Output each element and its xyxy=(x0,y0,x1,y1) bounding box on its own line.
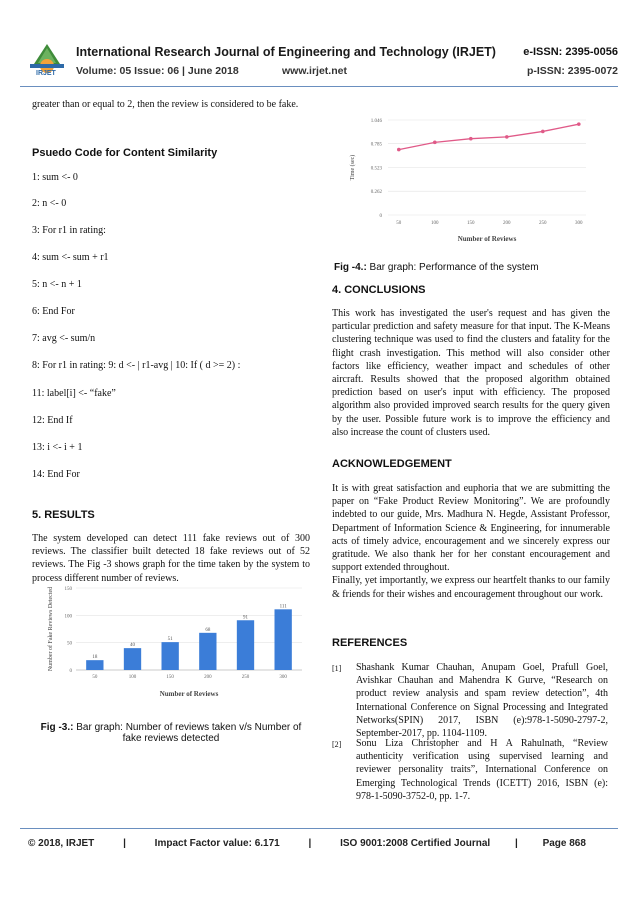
data-point xyxy=(505,135,509,139)
pseudo-line: 5: n <- n + 1 xyxy=(32,279,82,290)
data-point xyxy=(469,137,473,141)
x-tick-label: 150 xyxy=(166,675,174,680)
bar-data-label: 18 xyxy=(92,655,98,661)
x-tick-label: 250 xyxy=(539,221,547,226)
y-axis-label: Time (sec) xyxy=(350,154,356,181)
x-tick-label: 200 xyxy=(503,221,511,226)
footer-page: Page 868 xyxy=(542,838,586,849)
pseudo-line: 1: sum <- 0 xyxy=(32,172,78,183)
bar xyxy=(199,633,216,670)
conclusions-heading: 4. CONCLUSIONS xyxy=(332,284,426,296)
bar xyxy=(124,648,141,670)
pseudo-heading: Psuedo Code for Content Similarity xyxy=(32,147,218,159)
data-point xyxy=(397,148,401,152)
bar xyxy=(86,660,103,670)
x-tick-label: 50 xyxy=(92,675,98,680)
pseudo-line: 8: For r1 in rating: 9: d <- | r1-avg | 10: If ( d >= 2) : xyxy=(32,360,241,371)
bar xyxy=(237,620,254,670)
results-block xyxy=(32,532,310,585)
y-tick-label: 0 xyxy=(69,669,72,674)
fig4-caption xyxy=(332,262,612,273)
y-tick-label: 0.785 xyxy=(370,142,382,148)
y-tick-label: 50 xyxy=(67,641,72,647)
bar-data-label: 51 xyxy=(167,637,173,643)
header-divider xyxy=(20,86,618,87)
footer-copyright: © 2018, IRJET xyxy=(28,838,95,849)
fig4-caption-text: Bar graph: Performance of the system xyxy=(366,262,539,273)
fig3-caption-label: Fig -3.: xyxy=(40,722,74,733)
ref-2-text: Sonu Liza Christopher and H A Rahulnath, “Review authenticity verification using supervised learning and reviewer personality traits”, International Conference on Emerging Technological Trends (ICETT) 2016, ISBN (e): 978-1-5090-3752-0, pp. 1-7. xyxy=(356,738,608,802)
website: www.irjet.net xyxy=(282,65,347,77)
pseudo-line: 2: n <- 0 xyxy=(32,198,67,209)
pseudo-line: 3: For r1 in rating: xyxy=(32,225,106,236)
ack-paragraph-2: Finally, yet importantly, we express our heartfelt thanks to our family & friends for their wishes and encouragement throughout our work. xyxy=(332,575,610,600)
eissn: e-ISSN: 2395-0056 xyxy=(523,46,618,58)
bar-data-label: 68 xyxy=(205,627,211,633)
results-paragraph: The system developed can detect 111 fake reviews out of 300 reviews. The classifier built detected 18 fake reviews out of 52 reviews. The Fig -3 shows graph for the time taken by the system to process different number of reviews. xyxy=(32,533,310,584)
pseudo-line: 6: End For xyxy=(32,306,75,317)
footer-iso: ISO 9001:2008 Certified Journal xyxy=(340,838,491,849)
pseudo-line: 7: avg <- sum/n xyxy=(32,333,96,344)
y-tick-label: 1.046 xyxy=(370,119,382,124)
x-tick-label: 300 xyxy=(575,221,583,226)
bar xyxy=(275,609,292,670)
bar-data-label: 91 xyxy=(243,615,248,621)
y-tick-label: 0 xyxy=(379,214,382,219)
y-tick-label: 0.523 xyxy=(370,166,382,172)
ack-paragraph-1: It is with great satisfaction and euphoria that we are submitting the paper on “Fake Product Review Monitoring”. We are profoundly indebted to our guide, Mrs. Madhura N. Hegde, Assistant Professor, Department of Information Science & Engineering, for innumerable acts of timely advice, encouragement and we sincerely express our gratitude. We also thank her for her constant encouragement and support extended throughout. xyxy=(332,483,610,574)
footer-separator: | xyxy=(123,838,126,849)
pissn: p-ISSN: 2395-0072 xyxy=(526,65,618,77)
y-tick-label: 150 xyxy=(64,587,72,592)
ref-2-number: [2] xyxy=(332,740,342,749)
references-heading: REFERENCES xyxy=(332,637,408,649)
fig4-line-chart xyxy=(336,100,604,250)
y-tick-label: 100 xyxy=(64,614,72,620)
bar-data-label: 40 xyxy=(130,643,135,649)
y-tick-label: 0.262 xyxy=(370,190,382,196)
ref-1-text: Shashank Kumar Chauhan, Anupam Goel, Prafull Goel, Avishkar Chauhan and Mahendra K Gurve, “Research on product review analysis and spam review detection”, 4th International Conference on Signal Processing and Integrated Networks(SPIN) 2017, ISBN (e):978-1-5090-2797-2, September-2017, pp. 1104-1109. xyxy=(356,662,608,740)
series-line xyxy=(399,124,579,149)
x-tick-label: 100 xyxy=(128,675,137,680)
x-axis-label: Number of Reviews xyxy=(159,690,219,698)
x-tick-label: 50 xyxy=(396,221,402,226)
fig4-caption-label: Fig -4.: xyxy=(334,262,367,273)
x-tick-label: 300 xyxy=(279,675,287,680)
logo-text: IRJET xyxy=(36,70,56,77)
pseudo-line: 11: label[i] <- “fake” xyxy=(32,388,116,399)
ref-1-number: [1] xyxy=(332,664,342,673)
pseudo-line: 12: End If xyxy=(32,415,73,426)
x-tick-label: 200 xyxy=(204,675,212,680)
page-footer xyxy=(28,838,586,849)
footer-divider xyxy=(20,828,618,829)
data-point xyxy=(577,122,581,126)
left-column xyxy=(32,98,310,111)
y-axis-label: Number of Fake Reviews Detected xyxy=(48,586,54,672)
conclusions-paragraph: This work has investigated the user's request and has given the particular prediction and safety measure for that input. The K-Means clustering technique was used to find the clusters and fatality for the flight crash investigation. This method will also consider other factors like efficiency, weather impact and schedules of other aircraft. Results showed that the proposed algorithm obtained prediction based on user's input with efficiency. The proposed algorithm also provided improved search results for the query given by the user. Possible future work is to improve the efficiency and also increase the count of clusters used. xyxy=(332,308,610,438)
footer-separator: | xyxy=(514,838,518,849)
pseudo-line: 14: End For xyxy=(32,469,80,480)
results-heading: 5. RESULTS xyxy=(32,509,95,521)
footer-impact: Impact Factor value: 6.171 xyxy=(154,838,280,849)
bar-data-label: 111 xyxy=(279,604,287,610)
ack-block xyxy=(332,482,610,601)
pseudo-line: 13: i <- i + 1 xyxy=(32,442,83,453)
fig3-caption xyxy=(32,722,310,744)
x-tick-label: 150 xyxy=(467,221,475,226)
x-tick-label: 250 xyxy=(241,675,250,680)
intro-paragraph: greater than or equal to 2, then the review is considered to be fake. xyxy=(32,99,299,110)
data-point xyxy=(433,141,437,145)
volume-info: Volume: 05 Issue: 06 | June 2018 xyxy=(76,65,239,77)
fig3-bar-chart xyxy=(32,580,310,700)
x-axis-label: Number of Reviews xyxy=(457,235,517,243)
journal-title: International Research Journal of Engineering and Technology (IRJET) xyxy=(76,45,496,59)
x-tick-label: 100 xyxy=(431,221,439,226)
footer-separator: | xyxy=(308,838,312,849)
pseudo-line: 4: sum <- sum + r1 xyxy=(32,252,109,263)
ack-heading: ACKNOWLEDGEMENT xyxy=(332,458,452,470)
data-point xyxy=(541,130,545,134)
conclusions-block xyxy=(332,307,610,439)
fig3-caption-text: Bar graph: Number of reviews taken v/s Number of fake reviews detected xyxy=(73,722,302,744)
page-header xyxy=(20,42,620,82)
bar xyxy=(162,642,179,670)
